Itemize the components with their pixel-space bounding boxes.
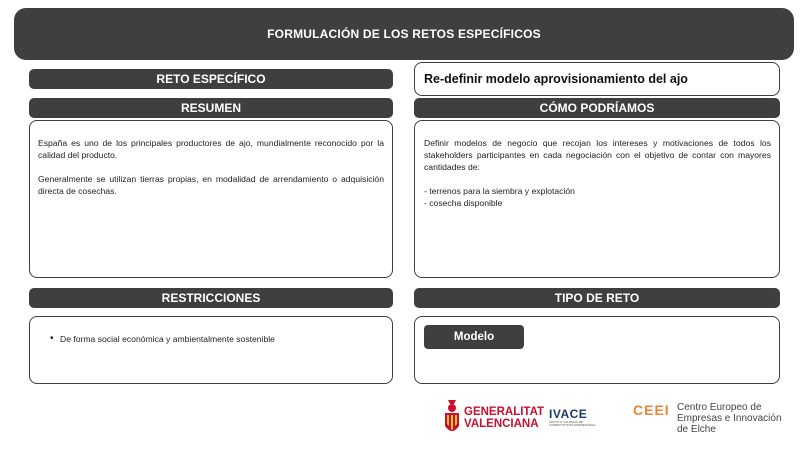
generalitat-line2: VALENCIANA xyxy=(464,418,539,430)
como-podriamos-box xyxy=(414,120,780,278)
page-title-banner xyxy=(14,8,794,60)
tipo-de-reto-label-text: TIPO DE RETO xyxy=(554,291,640,305)
restricciones-item: • De forma social económica y ambientalmente sostenible xyxy=(60,333,384,345)
restricciones-label-text: RESTRICCIONES xyxy=(161,291,261,305)
ceei-mark-icon xyxy=(633,402,673,436)
reto-especifico-value-text: Re-definir modelo aprovisionamiento del ajo xyxy=(424,72,688,86)
ivace-logo xyxy=(549,407,609,427)
ceei-line2: Empresas e Innovación xyxy=(677,413,782,424)
tipo-de-reto-value: Modelo xyxy=(453,331,495,343)
como-podriamos-intro: Definir modelos de negocio que recojan los intereses y motivaciones de todos los stakeholders participantes en cada negociación con el objetivo de contar con mayores cantidades de: xyxy=(424,138,771,172)
generalitat-crest-icon xyxy=(442,398,462,438)
resumen-paragraph: Generalmente se utilizan tierras propias, en modalidad de arrendamiento o adquisición directa de cosechas. xyxy=(38,174,384,196)
resumen-text xyxy=(38,137,384,197)
como-podriamos-item: - cosecha disponible xyxy=(424,198,503,208)
ivace-text: IVACE xyxy=(549,407,588,421)
reto-especifico-value xyxy=(414,62,780,96)
como-podriamos-label xyxy=(414,98,780,118)
resumen-paragraph: España es uno de los principales productores de ajo, mundialmente reconocido por la calidad del producto. xyxy=(38,138,384,160)
restricciones-box xyxy=(29,316,393,384)
ivace-sub1: INSTITUT VALENCIÀ DE xyxy=(549,420,583,424)
como-podriamos-item: - terrenos para la siembra y explotación xyxy=(424,186,575,196)
ivace-sub2: COMPETITIVITAT EMPRESARIAL xyxy=(549,423,596,427)
restricciones-list xyxy=(48,333,384,345)
como-podriamos-text xyxy=(424,137,771,209)
reto-especifico-label-text: RETO ESPECÍFICO xyxy=(156,72,266,86)
ceei-mark: CEEI xyxy=(633,402,670,418)
generalitat-line1: GENERALITAT xyxy=(464,406,545,418)
resumen-label xyxy=(29,98,393,118)
resumen-box xyxy=(29,120,393,278)
ceei-line3: de Elche xyxy=(677,424,716,435)
tipo-de-reto-label xyxy=(414,288,780,308)
restricciones-label xyxy=(29,288,393,308)
como-podriamos-label-text: CÓMO PODRÍAMOS xyxy=(539,101,655,115)
ceei-line1: Centro Europeo de xyxy=(677,402,762,413)
tipo-de-reto-badge xyxy=(424,325,524,349)
reto-especifico-label xyxy=(29,69,393,89)
ceei-logo xyxy=(677,402,792,435)
page-title: FORMULACIÓN DE LOS RETOS ESPECÍFICOS xyxy=(267,27,541,41)
resumen-label-text: RESUMEN xyxy=(180,101,241,115)
generalitat-logo xyxy=(464,406,544,430)
